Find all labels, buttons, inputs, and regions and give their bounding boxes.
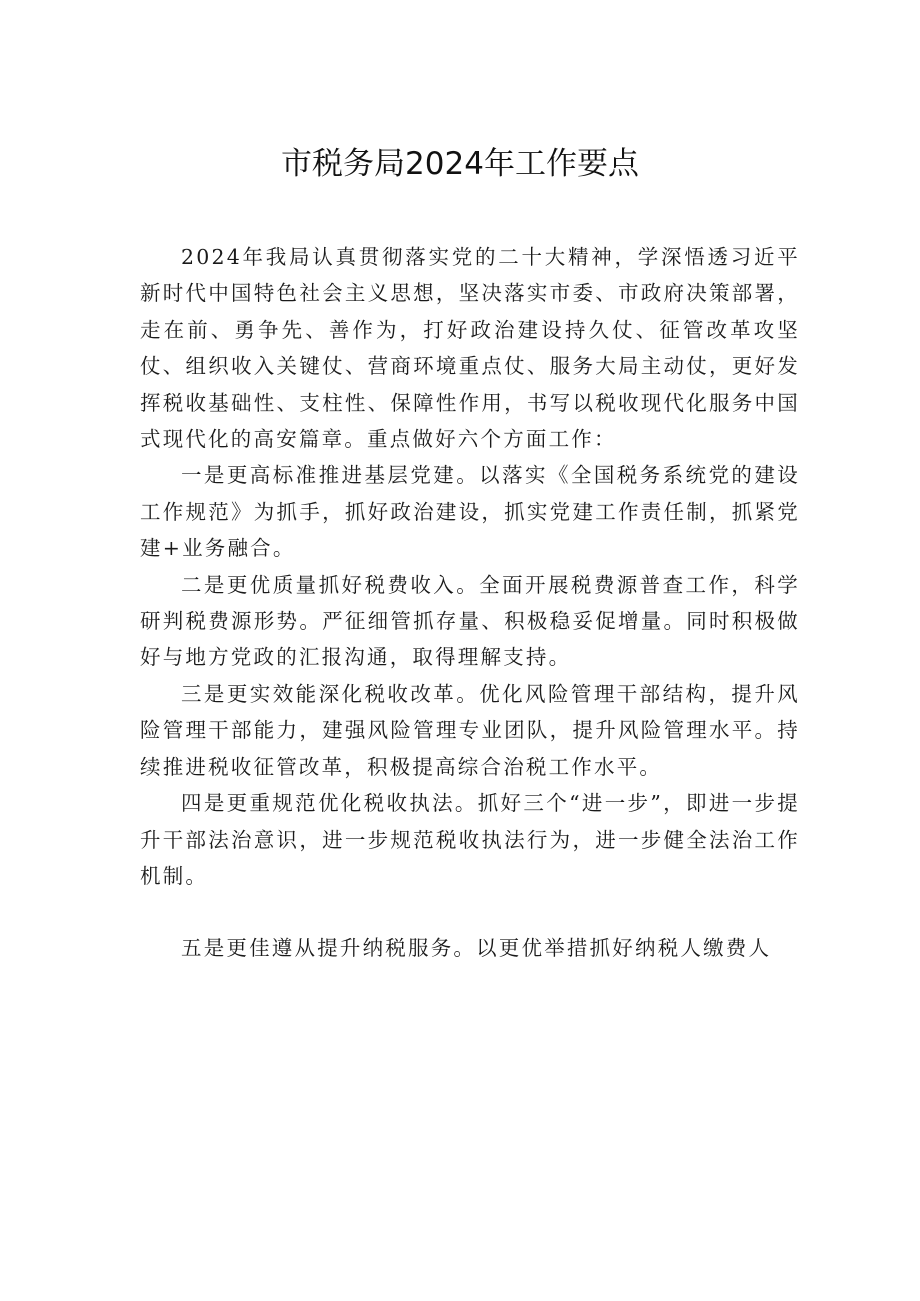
document-title: 市税务局2024年工作要点 [281, 146, 639, 182]
paragraph-item-5: 五是更佳遵从提升纳税服务。以更优举措抓好纳税人缴费人 [181, 936, 772, 961]
paragraph-item-4: 四是更重规范优化税收执法。抓好三个“进一步”，即进一步提升干部法治意识，进一步规范税收执法行为，进一步健全法治工作机制。 [140, 791, 800, 888]
paragraph-item-1: 一是更高标准推进基层党建。以落实《全国税务系统党的建设工作规范》为抓手，抓好政治建设，抓实党建工作责任制，抓紧党建+业务融合。 [140, 463, 800, 561]
paragraph-item-2: 二是更优质量抓好税费收入。全面开展税费源普查工作，科学研判税费源形势。严征细管抓存量、积极稳妥促增量。同时积极做好与地方党政的汇报沟通，取得理解支持。 [140, 572, 800, 670]
paragraph-intro: 2024年我局认真贯彻落实党的二十大精神，学深悟透习近平新时代中国特色社会主义思想，坚决落实市委、市政府决策部署，走在前、勇争先、善作为，打好政治建设持久仗、征管改革攻坚仗、组织收入关键仗、营商环境重点仗、服务大局主动仗，更好发挥税收基础性、支柱性、保障性作用，书写以税收现代化服务中国式现代化的高安篇章。重点做好六个方面工作： [140, 245, 800, 452]
document-body [140, 239, 800, 967]
paragraph-item-3: 三是更实效能深化税收改革。优化风险管理干部结构，提升风险管理干部能力，建强风险管理专业团队，提升风险管理水平。持续推进税收征管改革，积极提高综合治税工作水平。 [140, 681, 800, 779]
